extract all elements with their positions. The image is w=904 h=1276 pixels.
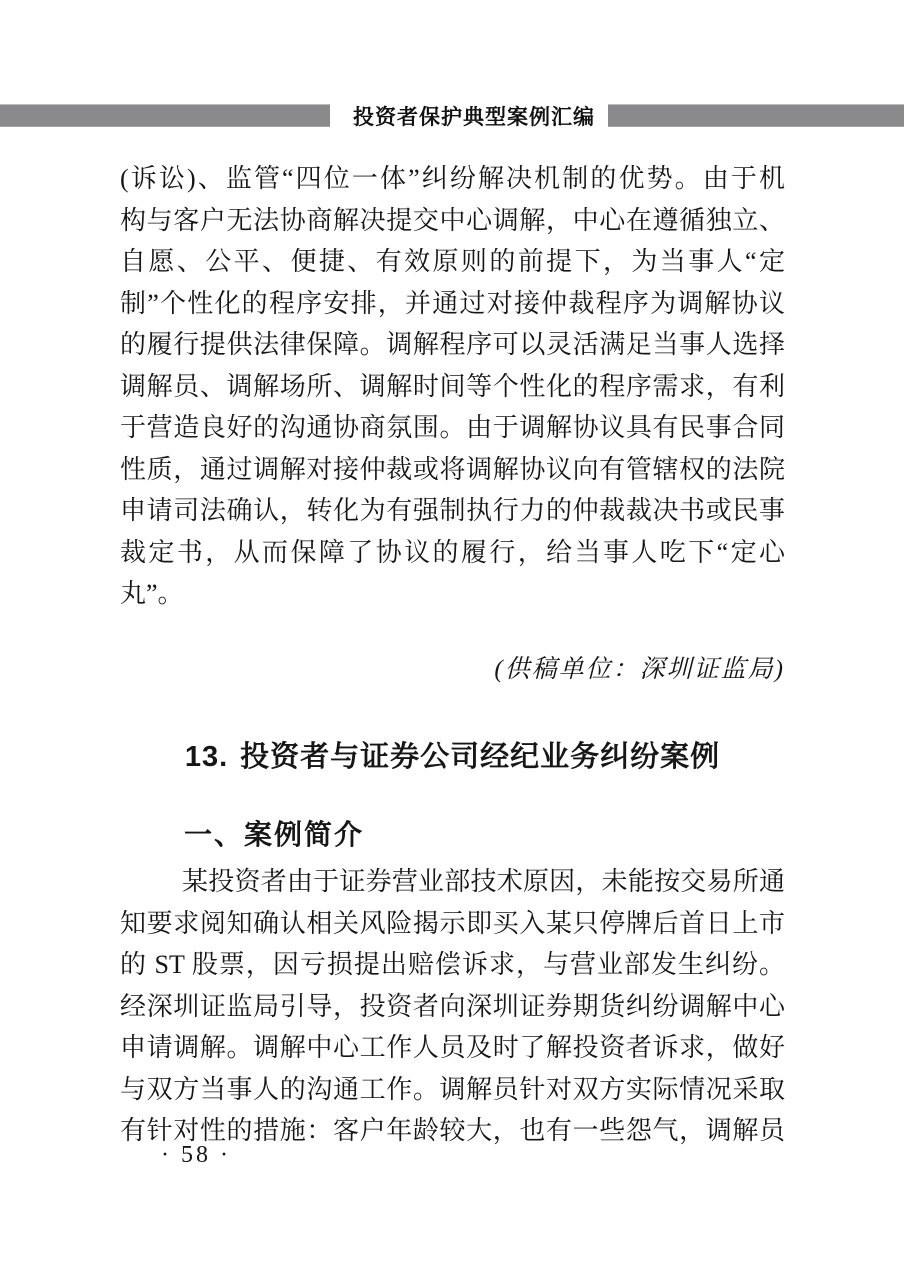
body-line: 裁定书，从而保障了协议的履行，给当事人吃下“定心 (120, 537, 785, 567)
body-line: 调解员、调解场所、调解时间等个性化的程序需求，有利 (120, 371, 785, 401)
body-paragraph-2 (120, 861, 785, 1152)
section-heading (120, 735, 785, 779)
running-header-title: 投资者保护典型案例汇编 (353, 105, 595, 129)
body-line: 经深圳证监局引导，投资者向深圳证券期货纠纷调解中心 (120, 991, 785, 1021)
body-line: (诉讼)、监管“四位一体”纠纷解决机制的优势。由于机 (120, 164, 785, 193)
header-rule-right (608, 104, 904, 127)
body-line: 某投资者由于证券营业部技术原因，未能按交易所通 (182, 867, 785, 896)
running-header (0, 103, 904, 128)
page-number: · 58 · (161, 1142, 231, 1168)
body-line: 于营造良好的沟通协商氛围。由于调解协议具有民事合同 (120, 413, 785, 442)
body-line: 丸”。 (120, 579, 184, 608)
subsection-heading: 一、案例简介 (184, 819, 365, 850)
body-line: 的 ST 股票，因亏损提出赔偿诉求，与营业部发生纠纷。 (120, 950, 785, 979)
body-line: 申请调解。调解中心工作人员及时了解投资者诉求，做好 (120, 1033, 785, 1062)
body-line: 构与客户无法协商解决提交中心调解，中心在遵循独立、 (120, 205, 785, 235)
section-number: 13. (184, 741, 229, 773)
body-line: 与双方当事人的沟通工作。调解员针对双方实际情况采取 (120, 1074, 785, 1104)
text-column (120, 127, 785, 1152)
attribution-line: (供稿单位：深圳证监局) (494, 655, 785, 683)
body-line: 知要求阅知确认相关风险揭示即买入某只停牌后首日上市 (120, 908, 785, 938)
body-line: 制”个性化的程序安排，并通过对接仲裁程序为调解协议 (120, 288, 785, 318)
body-paragraph-1 (120, 158, 785, 615)
body-line: 自愿、公平、便捷、有效原则的前提下，为当事人“定 (120, 247, 785, 276)
body-line: 申请司法确认，转化为有强制执行力的仲裁裁决书或民事 (120, 496, 785, 525)
body-line: 的履行提供法律保障。调解程序可以灵活满足当事人选择 (120, 330, 785, 359)
body-line: 有针对性的措施：客户年龄较大，也有一些怨气，调解员 (120, 1116, 785, 1145)
body-line: 性质，通过调解对接仲裁或将调解协议向有管辖权的法院 (120, 454, 785, 484)
section-title: 投资者与证券公司经纪业务纠纷案例 (240, 741, 721, 773)
header-rule-left (0, 104, 330, 127)
